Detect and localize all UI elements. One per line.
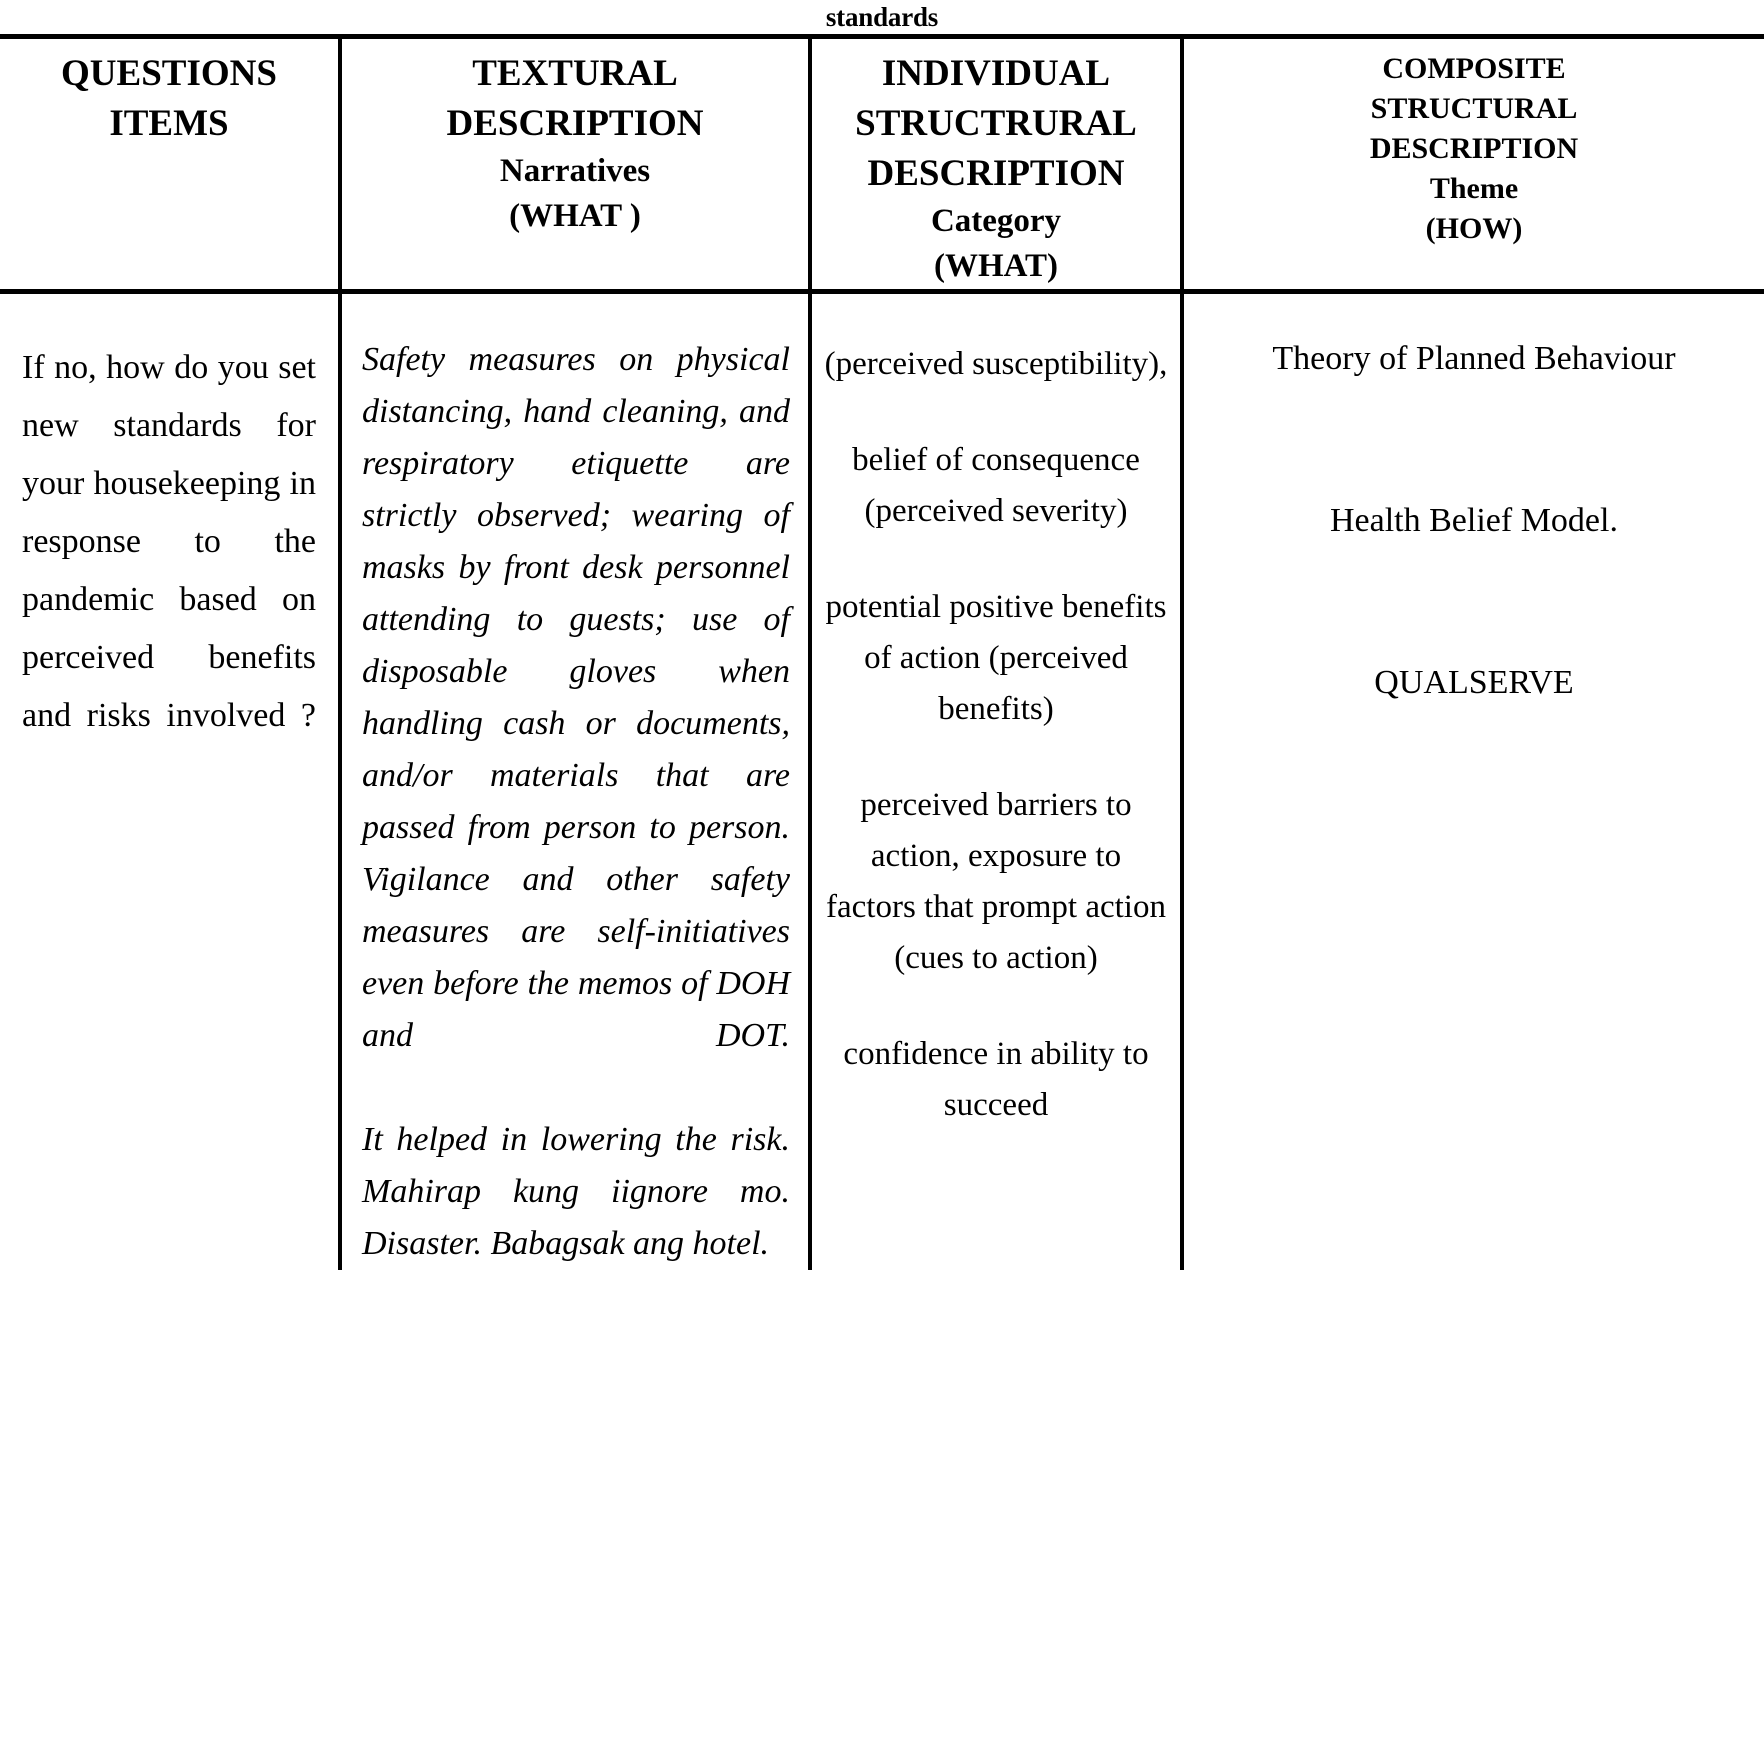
table-header — [0, 37, 1764, 292]
header-line: DESCRIPTION — [867, 153, 1125, 194]
header-line: DESCRIPTION — [1369, 132, 1579, 165]
narrative-paragraph: It helped in lowering the risk. Mahirap kung iignore mo. Disaster. Babagsak ang hotel. — [362, 1121, 790, 1262]
header-row — [0, 37, 1764, 292]
cell-textural-narrative — [340, 292, 810, 1271]
category-item: potential positive benefits of action (perceived benefits) — [825, 589, 1167, 727]
column-header-textural-description — [340, 37, 810, 292]
column-header-questions-items — [0, 37, 340, 292]
theme-item: Health Belief Model. — [1330, 502, 1618, 539]
header-line: INDIVIDUAL — [881, 53, 1111, 94]
category-item: perceived barriers to action, exposure to factors that prompt action (cues to action) — [826, 787, 1166, 976]
header-line: STRUCTRURAL — [855, 103, 1137, 144]
theme-item: QUALSERVE — [1374, 664, 1574, 701]
header-line: QUESTIONS — [61, 53, 277, 94]
question-text: If no, how do you set new standards for your housekeeping in response to the pandemic based on perceived benefits and risks involved ? — [22, 349, 316, 734]
category-item: belief of consequence (perceived severity) — [852, 442, 1140, 529]
header-subline: (WHAT ) — [509, 198, 641, 234]
header-line: DESCRIPTION — [446, 103, 704, 144]
category-item: (perceived susceptibility), — [824, 346, 1168, 382]
column-header-individual-structural-description — [810, 37, 1182, 292]
header-subline: (WHAT) — [933, 248, 1059, 284]
table-row — [0, 292, 1764, 1271]
cell-composite-structural-theme — [1182, 292, 1764, 1271]
header-line: STRUCTURAL — [1370, 92, 1578, 125]
header-line: TEXTURAL — [472, 53, 678, 94]
header-subline: Theme — [1429, 172, 1519, 205]
header-line: ITEMS — [109, 103, 229, 144]
header-line: COMPOSITE — [1382, 52, 1566, 85]
table-body — [0, 292, 1764, 1271]
category-item: confidence in ability to succeed — [843, 1036, 1149, 1123]
narrative-paragraph: Safety measures on physical distancing, hand cleaning, and respiratory etiquette are strictly observed; wearing of masks by front desk personnel attending to guests; use of disposable gloves when handling cash or documents, and/or materials that are passed from person to person. Vigilance and other safety measures are self-initiatives even before the memos of DOH and DOT. — [362, 341, 790, 1054]
running-head-text: standards — [825, 2, 939, 32]
header-subline: (HOW) — [1425, 212, 1523, 245]
phenomenological-analysis-table — [0, 34, 1764, 1270]
header-subline: Category — [930, 203, 1062, 239]
cell-individual-structural-category — [810, 292, 1182, 1271]
theme-item: Theory of Planned Behaviour — [1272, 340, 1676, 377]
cell-question-item — [0, 292, 340, 1271]
column-header-composite-structural-description — [1182, 37, 1764, 292]
header-subline: Narratives — [499, 153, 651, 189]
